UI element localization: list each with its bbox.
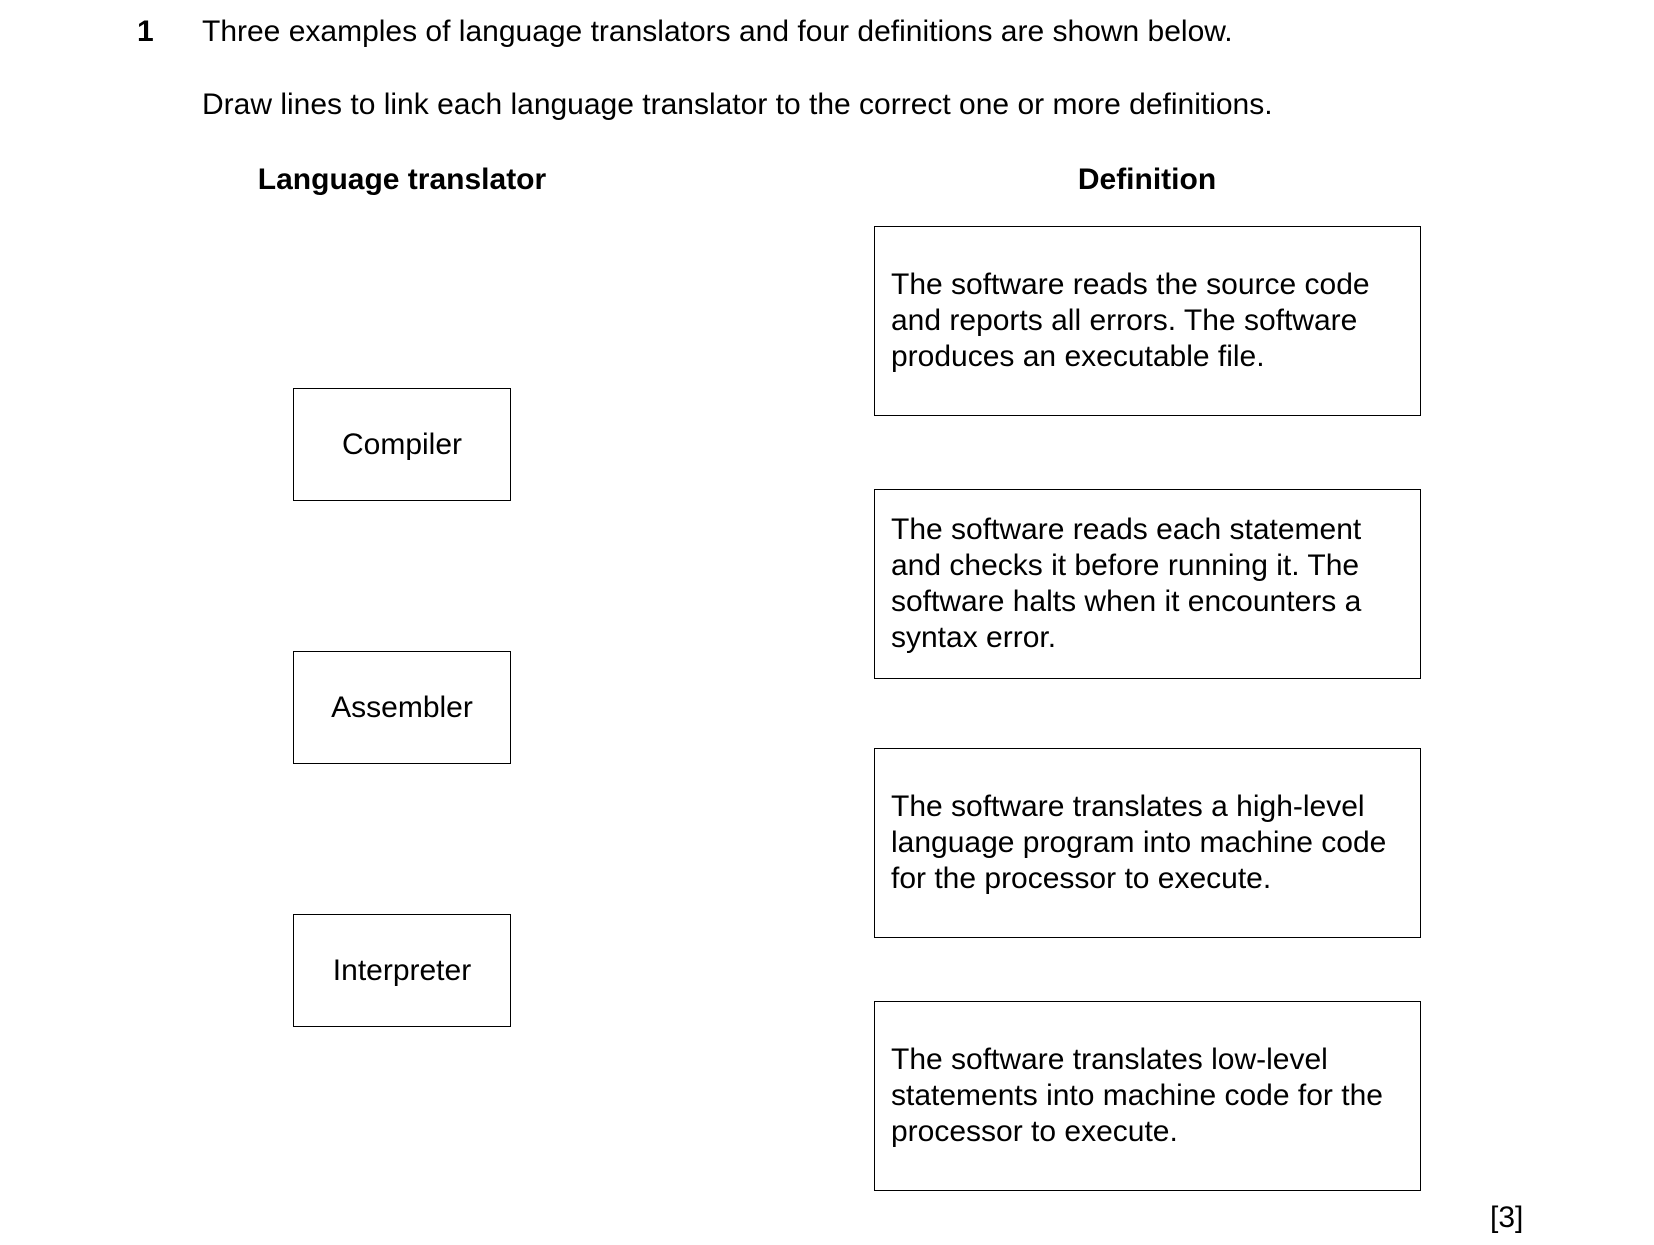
translator-box-compiler[interactable] (293, 388, 511, 501)
definition-box-4[interactable] (874, 1001, 1421, 1191)
translator-column-heading: Language translator (257, 163, 547, 196)
translator-box-assembler[interactable] (293, 651, 511, 764)
definition-column-heading: Definition (1077, 163, 1217, 196)
question-number: 1 (137, 15, 154, 48)
definition-text: The software reads the source code and reports all errors. The software produces an executable file. (891, 268, 1370, 373)
question-instruction: Draw lines to link each language translator to the correct one or more definitions. (202, 88, 1273, 121)
definition-box-3[interactable] (874, 748, 1421, 938)
definition-text: The software translates low-level statements into machine code for the processor to execute. (891, 1043, 1383, 1148)
definition-text: The software reads each statement and checks it before running it. The software halts when it encounters a syntax error. (891, 513, 1362, 654)
translator-label: Interpreter (332, 953, 472, 987)
translator-label: Compiler (341, 427, 463, 461)
translator-label: Assembler (331, 690, 473, 724)
question-intro: Three examples of language translators and four definitions are shown below. (202, 15, 1233, 48)
definition-text: The software translates a high-level language program into machine code for the processor to execute. (891, 790, 1387, 895)
translator-box-interpreter[interactable] (293, 914, 511, 1027)
definition-box-2[interactable] (874, 489, 1421, 679)
definition-box-1[interactable] (874, 226, 1421, 416)
marks-label: [3] (1490, 1201, 1524, 1234)
